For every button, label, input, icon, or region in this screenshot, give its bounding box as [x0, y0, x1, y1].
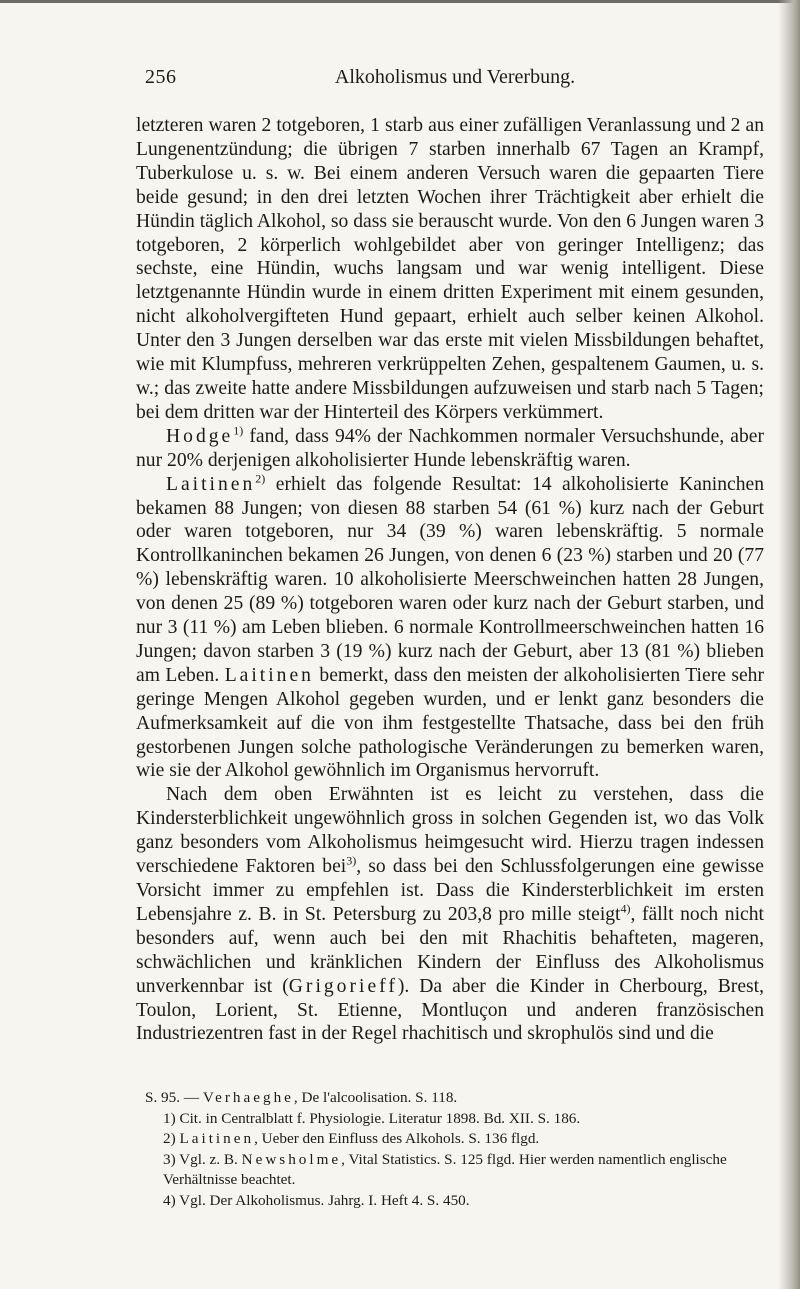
text-run: , Vital Statistics. S. 125 flgd. Hier werden namentlich englische Verhältnisse beachtet. [163, 1150, 727, 1188]
paragraph [136, 783, 764, 1046]
footnote-ref: 1) [233, 423, 244, 438]
author-name: Laitinen [179, 1130, 255, 1147]
text-run: Nach dem oben Erwähnten ist es leicht zu verstehen, dass die Kindersterblichkeit ungewöhnlich gross in solchen Gegenden ist, wo das Volk ganz besonders vom Alkoholismus heimgesucht wird. Hierzu tragen indessen verschiedene Faktoren bei [136, 784, 764, 878]
text-run: , De l'alcoolisation. S. 118. [293, 1089, 458, 1106]
author-name: Grigorieff [288, 975, 398, 997]
paragraph [136, 473, 764, 784]
footnote [145, 1109, 765, 1130]
text-run: 4) Vgl. Der Alkoholismus. Jahrg. I. Heft 4. S. 450. [163, 1191, 470, 1209]
text-run: letzteren waren 2 totgeboren, 1 starb aus einer zufälligen Veranlassung und 2 an Lungenentzündung; die übrigen 7 starben innerhalb 67 Tagen an Krampf, Tuberkulose u. s. w. Bei einem anderen Versuch waren die gepaarten Tiere beide gesund; in den drei letzten Wochen ihrer Trächtigkeit aber erhielt die Hündin täglich Alkohol, so dass sie berauscht wurde. Von den 6 Jungen waren 3 totgeboren, 2 körperlich wohlgebildet aber von geringer Intelligenz; das sechste, eine Hündin, wuchs langsam und war wenig intelligent. Diese letztgenannte Hündin wurde in einem dritten Experiment mit einem gesunden, nicht alkoholvergifteten Hund gepaart, erhielt auch selber keinen Alkohol. Unter den 3 Jungen derselben war das erste mit vielen Missbildungen behaftet, wie mit Klumpfuss, mehreren verkrüppelten Zehen, gespaltenem Gaumen, u. s. w.; das zweite hatte andere Missbildungen aufzuweisen und starb nach 5 Tagen; bei dem dritten war der Hinterteil des Körpers verkümmert. [136, 115, 764, 423]
text-run: ). Da aber die Kinder in Cherbourg, Brest, Toulon, Lorient, St. Etienne, Montluçon und anderen französischen Industriezentren fast in der Regel rhachitisch und skrophulös sind und die [136, 975, 764, 1045]
text-run: , so dass bei den Schlussfolgerungen eine gewisse Vorsicht immer zu empfehlen ist. Dass die Kindersterblichkeit im ersten Lebensjahre z. B. in St. Petersburg zu 203,8 pro mille steigt [136, 856, 764, 925]
author-name: Newsholme [241, 1150, 342, 1168]
author-name: Laitinen [166, 473, 256, 495]
author-name: Hodge [166, 425, 234, 447]
body-text [136, 114, 764, 1046]
text-run: , fällt noch nicht besonders auf, wenn auch bei den mit Rhachitis behafteten, mageren, schwächlichen und kränklichen Kindern der Einfluss des Alkoholismus unverkennbar ist ( [136, 903, 764, 997]
footnote [145, 1088, 765, 1109]
author-name: Laitinen [224, 664, 314, 686]
footnote-ref: 3) [346, 853, 357, 868]
page-header [145, 66, 765, 92]
footnote-ref: 4) [620, 901, 631, 916]
text-run: S. 95. — [145, 1089, 203, 1106]
footnotes [145, 1088, 765, 1211]
running-title: Alkoholismus und Vererbung. [334, 66, 576, 88]
text-run: 3) Vgl. z. B. [163, 1150, 242, 1168]
paragraph [136, 114, 764, 425]
page-edge-shadow [778, 0, 800, 1289]
text-run: erhielt das folgende Resultat: 14 alkoholisierte Kaninchen bekamen 88 Jungen; von diesen 88 starben 54 (61 %) kurz nach der Geburt oder waren totgeboren, nur 34 (39 %) waren lebenskräftig. 5 normale Kontrollkaninchen bekamen 26 Jungen, von denen 6 (23 %) starben und 20 (77 %) lebenskräftig waren. 10 alkoholisierte Meerschweinchen hatten 28 Jungen, von denen 25 (89 %) totgeboren waren oder kurz nach der Geburt starben, und nur 3 (11 %) am Leben blieben. 6 normale Kontrollmeerschweinchen hatten 16 Jungen; davon starben 3 (19 %) kurz nach der Geburt, aber 13 (81 %) blieben am Leben. [136, 473, 764, 686]
text-run: 2) [163, 1130, 180, 1147]
paragraph [136, 425, 764, 473]
text-run: bemerkt, dass den meisten der alkoholisierten Tiere sehr geringe Mengen Alkohol gegeben wurden, und er lenkt ganz besonders die Aufmerksamkeit auf die von ihm festgestellte Thatsache, dass bei den früh gestorbenen Jungen solche pathologische Veränderungen zu bemerken waren, wie sie der Alkohol gewöhnlich im Organismus hervorruft. [136, 664, 764, 782]
page-top-edge [0, 0, 800, 3]
footnote [145, 1129, 765, 1150]
footnote [145, 1150, 765, 1191]
author-name: Verhaeghe [202, 1089, 294, 1106]
text-run: 1) Cit. in Centralblatt f. Physiologie. Literatur 1898. Bd. XII. S. 186. [163, 1109, 581, 1127]
text-run: fand, dass 94% der Nachkommen normaler Versuchshunde, aber nur 20% derjenigen alkoholisierter Hunde lebenskräftig waren. [136, 425, 764, 471]
page-number: 256 [145, 66, 177, 88]
text-run: , Ueber den Einfluss des Alkohols. S. 136 flgd. [254, 1130, 540, 1147]
footnote-ref: 2) [255, 471, 266, 486]
footnote [145, 1191, 765, 1212]
